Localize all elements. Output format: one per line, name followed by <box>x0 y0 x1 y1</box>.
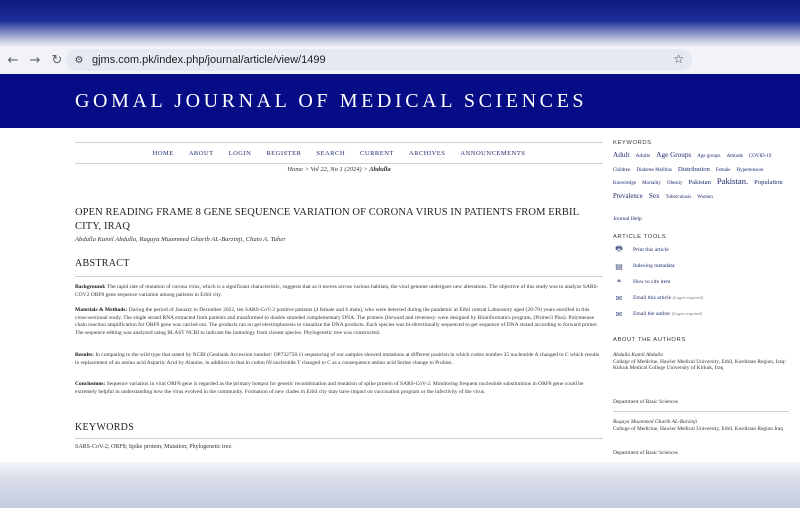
keyword-cloud-item[interactable]: Knowledge <box>613 181 637 186</box>
author-1-name: Abdulla Kamil Abdulla <box>613 352 663 358</box>
abstract-heading: ABSTRACT <box>75 258 130 269</box>
nav-current[interactable]: CURRENT <box>360 149 394 157</box>
tool-print-label[interactable]: Print this article <box>633 247 669 253</box>
tool-print[interactable] <box>613 244 669 256</box>
nav-archives[interactable]: ARCHIVES <box>408 149 446 157</box>
tool-cite-label[interactable]: How to cite item <box>633 279 671 285</box>
web-page <box>0 74 800 462</box>
keyword-cloud-item[interactable]: Hypertension <box>736 167 764 173</box>
results-label: Results: <box>75 352 94 358</box>
login-required-note: (Login required) <box>672 295 704 300</box>
journal-title[interactable]: GOMAL JOURNAL OF MEDICAL SCIENCES <box>75 89 588 112</box>
tool-email-article[interactable] <box>613 292 703 304</box>
nav-announcements[interactable]: ANNOUNCEMENTS <box>460 149 526 157</box>
nav-login[interactable]: LOGIN <box>228 149 252 157</box>
keywords-divider <box>75 438 603 439</box>
keyword-cloud-item[interactable]: Age groups <box>697 154 721 159</box>
author-2-affiliation: College of Medicine, Hawler Medical University, Erbil, Kurdistan Region Iraq <box>613 425 784 432</box>
abstract-results <box>75 352 603 367</box>
keyword-cloud-item[interactable]: Adult <box>613 151 630 159</box>
nav-about[interactable]: ABOUT <box>188 149 214 157</box>
main-content <box>75 128 603 462</box>
about-authors-heading: ABOUT THE AUTHORS <box>613 337 686 343</box>
forward-arrow-icon[interactable]: → <box>29 52 41 68</box>
abstract-methods <box>75 307 603 337</box>
keywords-text: SARS-CoV-2; ORF8; Spike protein; Mutation; Phylogenetic tree. <box>75 444 233 450</box>
browser-toolbar <box>0 46 800 74</box>
keyword-cloud-item[interactable]: Tuberculosis <box>665 194 692 200</box>
nav-home[interactable]: HOME <box>152 149 174 157</box>
tool-cite[interactable] <box>613 276 670 288</box>
blurred-top-frame <box>0 0 800 46</box>
sidebar <box>613 128 795 462</box>
bookmark-star-icon[interactable]: ☆ <box>673 52 684 66</box>
nav-register[interactable]: REGISTER <box>266 149 302 157</box>
reload-icon[interactable]: ↻ <box>51 52 63 68</box>
keywords-heading: KEYWORDS <box>75 422 135 433</box>
tool-email-author[interactable] <box>613 308 702 320</box>
background-label: Background: <box>75 284 106 290</box>
keyword-cloud-item[interactable]: Prevalence <box>613 192 643 200</box>
conclusions-label: Conclusions: <box>75 381 106 387</box>
email-icon: ✉ <box>615 309 623 319</box>
breadcrumb-current[interactable]: Abdulla <box>369 166 391 173</box>
keyword-cloud-item[interactable]: Diabetes Mellitus <box>636 167 672 173</box>
article-tools-heading: ARTICLE TOOLS <box>613 234 667 240</box>
breadcrumb-path[interactable]: Home > Vol 22, No 1 (2024) > <box>287 166 370 173</box>
background-text: The rapid rate of mutation of corona virus, which is a significant characteristic, suggests that as it moves across various habitats, the viral genome undergoes new alterations. The objective of this study was to analyze SARS-COV2 ORF8 gene sequence variation among patients in Erbil city. <box>75 284 599 298</box>
address-bar[interactable] <box>66 49 692 71</box>
keyword-cloud-item[interactable]: Sex <box>648 191 660 200</box>
results-text: In comparing to the wild type that stated by NCBI (Genbank Accession number: OP732758.1) sequencing of our samples showed mutations at different position in which codon number 35 nucleotide A changed to C which results in replacement of an amino acid Aspartic Acid by Alanine, in addition to that in codon 69 nucleotide T changed to C as a consequence amino acid Serine change to Proline.. <box>75 352 600 366</box>
keyword-cloud-item[interactable]: Female <box>715 167 731 173</box>
sidebar-keywords-heading: KEYWORDS <box>613 140 652 146</box>
keyword-cloud-item[interactable]: Mortality <box>642 181 661 186</box>
email-icon: ✉ <box>615 293 623 303</box>
keyword-cloud-item[interactable]: Adults <box>635 153 651 159</box>
keyword-cloud-item[interactable]: Attitude <box>726 154 743 159</box>
keyword-cloud-item[interactable]: Pakistan <box>688 179 711 186</box>
methods-label: Materials & Methods: <box>75 307 128 313</box>
url-text[interactable]: gjms.com.pk/index.php/journal/article/view/1499 <box>92 54 326 66</box>
breadcrumb <box>75 166 603 173</box>
keyword-cloud-item[interactable]: Obesity <box>666 181 683 186</box>
back-arrow-icon[interactable]: ← <box>7 52 19 68</box>
author-2-department: Department of Basic Sciences <box>613 450 678 456</box>
keyword-cloud-item[interactable]: Distribution <box>677 165 710 173</box>
article-title: OPEN READING FRAME 8 GENE SEQUENCE VARIATION OF CORONA VIRUS IN PATIENTS FROM ERBIL CITY, IRAQ <box>75 207 579 232</box>
abstract-background <box>75 284 603 299</box>
print-icon: 🖶 <box>615 244 623 253</box>
conclusions-text: Sequence variation in viral ORF8 gene is regarded as the primary hotspot for genetic recombination and mutation of spike protein of SARS-CoV-2. Monitoring frequent nucleotide substitutions in ORF8 gene could be extremely helpful in understanding how the virus evolved in the community. Formation of new clades in Erbil city may have impact on vaccination program or the infectivity of the virus. <box>75 381 584 395</box>
main-nav <box>75 142 603 164</box>
author-2-name: Ruqaya Muammed Gharib AL-Barzinji <box>613 419 698 425</box>
keyword-cloud-item[interactable]: Population <box>754 179 783 186</box>
methods-text: During the period of January to December 2022, ten SARS-CoV-2 positive patients (4 female and 6 male), who were detected during the pandemic at Erbil central Laboratory aged (20-70) years enrolled in this cross-sectional study. The single strand RNA extracted from patients and transformed to double stranded complementary DNA. The primers (forward and reverses)- were designed by Bioinformatics program, (Primer3 Plus). Polymerase chain reaction amplification for ORF8 gene was carried out. The products ran on gel electrophoresis to visualize the DNA products. Each species was bi-directionally sequenced to get sequence of DNA strand according to forward primer. The sequence editing was analyzed using BLAST NCBI to indicate the homology from closest species. Phylogenetic tree was constructed. <box>75 307 598 336</box>
cite-icon: ❝ <box>616 277 622 287</box>
keyword-cloud-item[interactable]: Age Groups <box>656 151 692 159</box>
tool-indexing[interactable] <box>613 260 674 272</box>
author-1-department: Department of Basic Sciences <box>613 399 678 405</box>
metadata-icon: ▤ <box>615 261 623 271</box>
login-required-note: (Login required) <box>671 311 703 316</box>
site-settings-icon[interactable]: ⚙ <box>74 54 84 66</box>
author-divider <box>613 411 789 412</box>
blurred-bottom-frame <box>0 462 800 508</box>
keyword-cloud-item[interactable]: Pakistan. <box>716 176 749 186</box>
author-1 <box>613 352 789 372</box>
keyword-cloud-item[interactable]: COVID-19 <box>748 154 772 159</box>
tool-email-article-label[interactable]: Email this article <box>633 295 672 301</box>
tool-indexing-label[interactable]: Indexing metadata <box>633 263 675 269</box>
abstract-divider <box>75 276 603 277</box>
author-1-affiliation: College of Medicine, Hawler Medical University, Erbil, Kurdistan Region, Iraq/ Kirkuk Medical College University of Kirkuk, Iraq <box>613 358 786 372</box>
keyword-cloud-item[interactable]: Children <box>613 167 631 173</box>
abstract-conclusions <box>75 381 603 396</box>
keyword-cloud <box>613 148 793 202</box>
article-authors: Abdulla Kamil Abdulla, Ruqaya Muammed Gharib AL-Barzinji, Chato A. Taher <box>75 236 286 243</box>
nav-search[interactable]: SEARCH <box>316 149 346 157</box>
journal-help-link[interactable]: Journal Help <box>613 216 642 222</box>
tool-email-author-label[interactable]: Email the author <box>633 311 671 317</box>
author-2 <box>613 419 789 432</box>
journal-banner <box>0 74 800 128</box>
keyword-cloud-item[interactable]: Women <box>697 194 713 200</box>
